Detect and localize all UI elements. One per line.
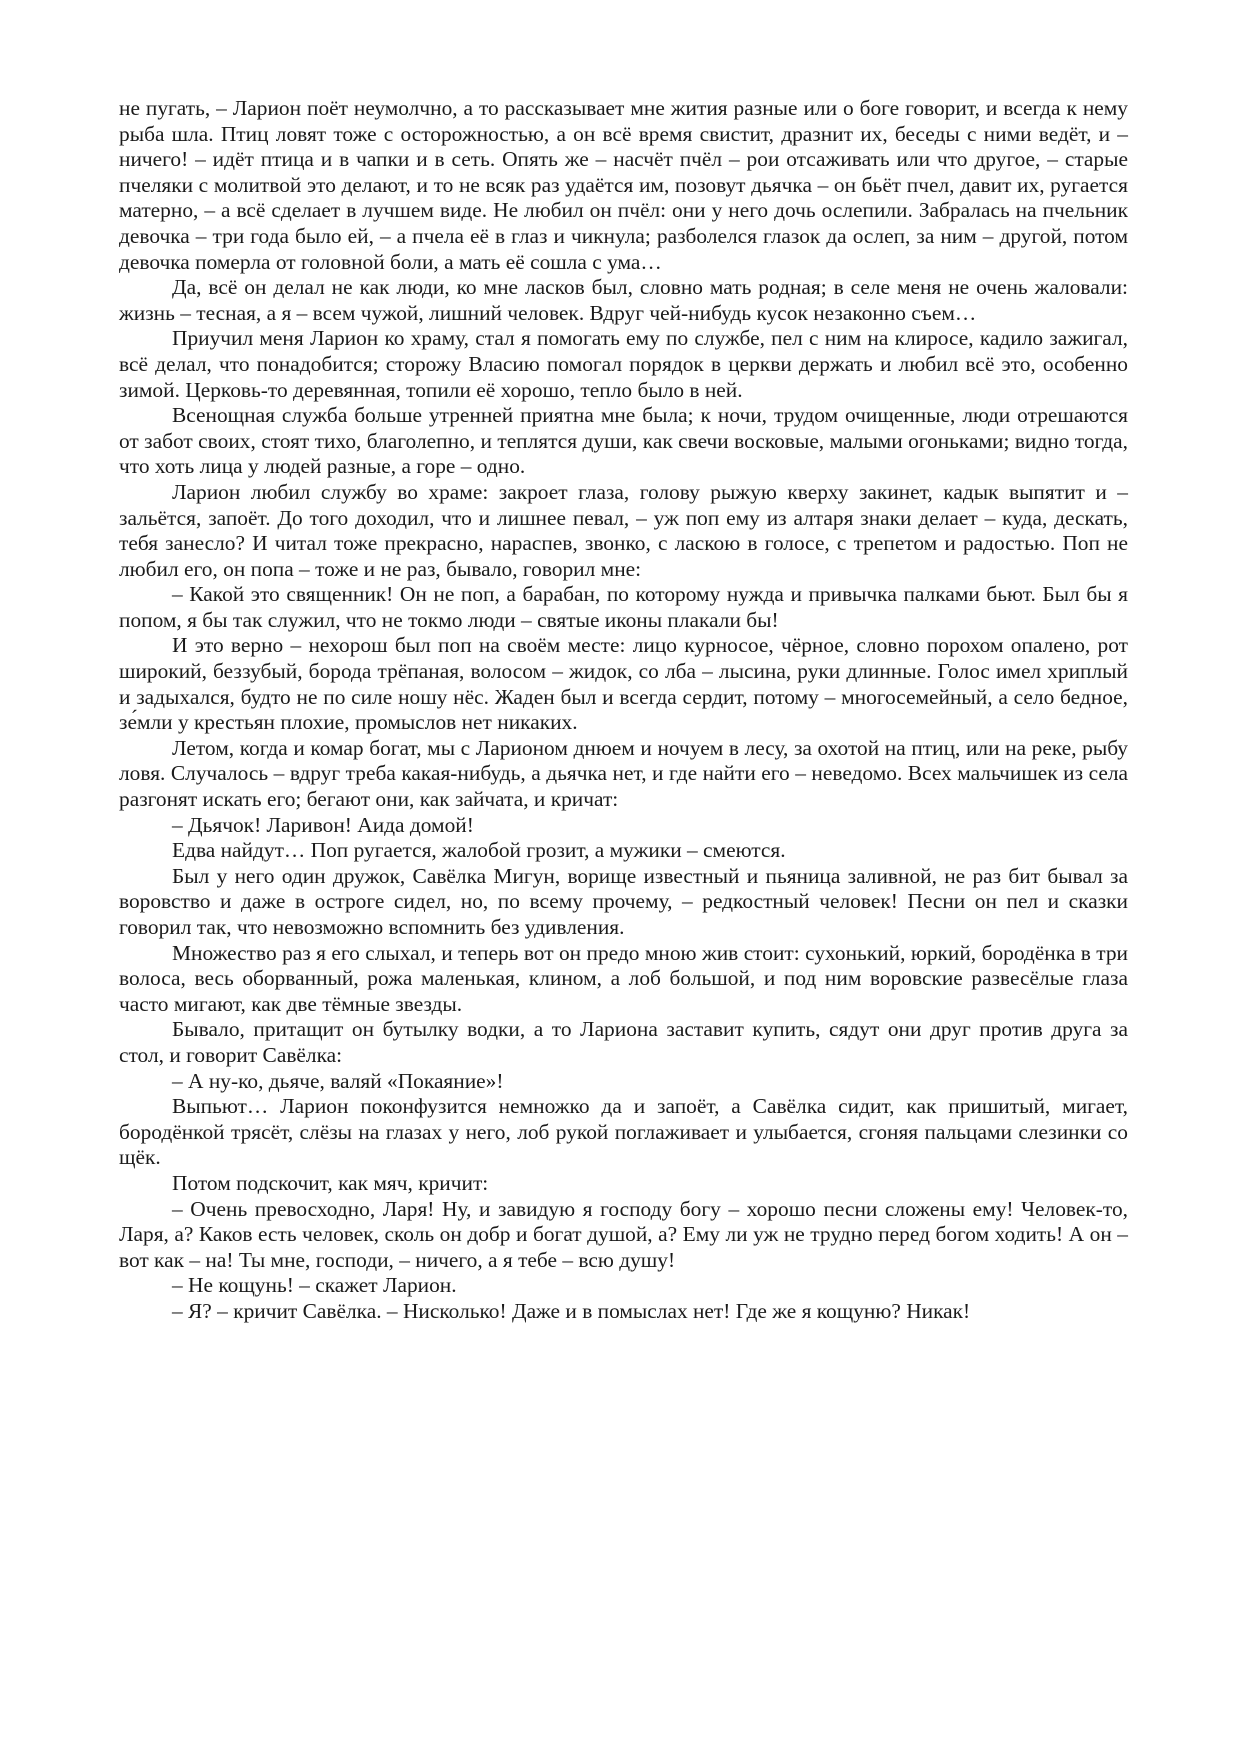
paragraph: Ларион любил службу во храме: закроет глаза, голову рыжую кверху закинет, кадык выпятит и – зальётся, запоёт. До того доходил, что и лишнее певал, – уж поп ему из алтаря знаки делает – куда, дескать, тебя занесло? И читал тоже прекрасно, нараспев, звонко, с ласкою в голосе, с трепетом и радостью. Поп не любил его, он попа – тоже и не раз, бывало, говорил мне:	[119, 479, 1128, 581]
dialogue-line: – Не кощунь! – скажет Ларион.	[172, 1273, 457, 1298]
paragraph: Едва найдут… Поп ругается, жалобой грозит, а мужики – смеются.	[172, 838, 786, 863]
body-text	[119, 96, 1128, 1325]
dialogue-line: – Какой это священник! Он не поп, а барабан, по которому нужда и привычка палками бьют. Был бы я попом, я бы так служил, что не токмо люди – святые иконы плакали бы!	[119, 582, 1128, 632]
paragraph: Потом подскочит, как мяч, кричит:	[172, 1170, 489, 1195]
dialogue-line: – Очень превосходно, Ларя! Ну, и завидую я господу богу – хорошо песни сложены ему! Человек-то, Ларя, а? Каков есть человек, сколь он добр и богат душой, а? Ему ли уж не трудно перед богом ходить! А он – вот как – на! Ты мне, господи, – ничего, а я тебе – всю душу!	[119, 1196, 1128, 1272]
paragraph: Множество раз я его слыхал, и теперь вот он предо мною жив стоит: сухонький, юркий, бородёнка в три волоса, весь оборванный, рожа маленькая, клином, а лоб большой, и под ним воровские развесёлые глаза часто мигают, как две тёмные звезды.	[119, 940, 1128, 1016]
dialogue-line: – А ну-ко, дьяче, валяй «Покаяние»!	[172, 1068, 504, 1093]
dialogue-line: – Дьячок! Ларивон! Аида домой!	[172, 812, 474, 837]
paragraph: И это верно – нехорош был поп на своём месте: лицо курносое, чёрное, словно порохом опалено, рот широкий, беззубый, борода трёпаная, волосом – жидок, со лба – лысина, руки длинные. Голос имел хриплый и задыхался, будто не по силе ношу нёс. Жаден был и всегда сердит, потому – многосемейный, а село бедное, зе́мли у крестьян плохие, промыслов нет никаких.	[119, 633, 1128, 735]
paragraph: Бывало, притащит он бутылку водки, а то Лариона заставит купить, сядут они друг против друга за стол, и говорит Савёлка:	[119, 1017, 1128, 1067]
paragraph: Был у него один дружок, Савёлка Мигун, ворище известный и пьяница заливной, не раз бит бывал за воровство и даже в остроге сидел, но, по всему прочему, – редкостный человек! Песни он пел и сказки говорил так, что невозможно вспомнить без удивления.	[119, 863, 1128, 939]
paragraph: Да, всё он делал не как люди, ко мне ласков был, словно мать родная; в селе меня не очень жаловали: жизнь – тесная, а я – всем чужой, лишний человек. Вдруг чей-нибудь кусок незаконно съем…	[119, 275, 1128, 325]
dialogue-line: – Я? – кричит Савёлка. – Нисколько! Даже и в помыслах нет! Где же я кощуню? Никак!	[172, 1298, 971, 1323]
paragraph: Приучил меня Ларион ко храму, стал я помогать ему по службе, пел с ним на клиросе, кадило зажигал, всё делал, что понадобится; сторожу Власию помогал порядок в церкви держать и любил всё это, особенно зимой. Церковь-то деревянная, топили её хорошо, тепло было в ней.	[119, 326, 1128, 402]
paragraph: не пугать, – Ларион поёт неумолчно, а то рассказывает мне жития разные или о боге говорит, и всегда к нему рыба шла. Птиц ловят тоже с осторожностью, а он всё время свистит, дразнит их, беседы с ними ведёт, и – ничего! – идёт птица и в чапки и в сеть. Опять же – насчёт пчёл – рои отсаживать или что другое, – старые пчеляки с молитвой это делают, и то не всяк раз удаётся им, позовут дьячка – он бьёт пчел, давит их, ругается матерно, – а всё сделает в лучшем виде. Не любил он пчёл: они у него дочь ослепили. Забралась на пчельник девочка – три года было ей, – а пчела её в глаз и чикнула; разболелся глазок да ослеп, за ним – другой, потом девочка померла от головной боли, а мать её сошла с ума…	[119, 96, 1128, 274]
paragraph: Всенощная служба больше утренней приятна мне была; к ночи, трудом очищенные, люди отрешаются от забот своих, стоят тихо, благолепно, и теплятся души, как свечи восковые, малыми огоньками; видно тогда, что хоть лица у людей разные, а горе – одно.	[119, 403, 1128, 479]
paragraph: Выпьют… Ларион поконфузится немножко да и запоёт, а Савёлка сидит, как пришитый, мигает, бородёнкой трясёт, слёзы на глазах у него, лоб рукой поглаживает и улыбается, сгоняя пальцами слезинки со щёк.	[119, 1094, 1128, 1170]
paragraph: Летом, когда и комар богат, мы с Ларионом днюем и ночуем в лесу, за охотой на птиц, или на реке, рыбу ловя. Случалось – вдруг треба какая-нибудь, а дьячка нет, и где найти его – неведомо. Всех мальчишек из села разгонят искать его; бегают они, как зайчата, и кричат:	[119, 735, 1128, 812]
